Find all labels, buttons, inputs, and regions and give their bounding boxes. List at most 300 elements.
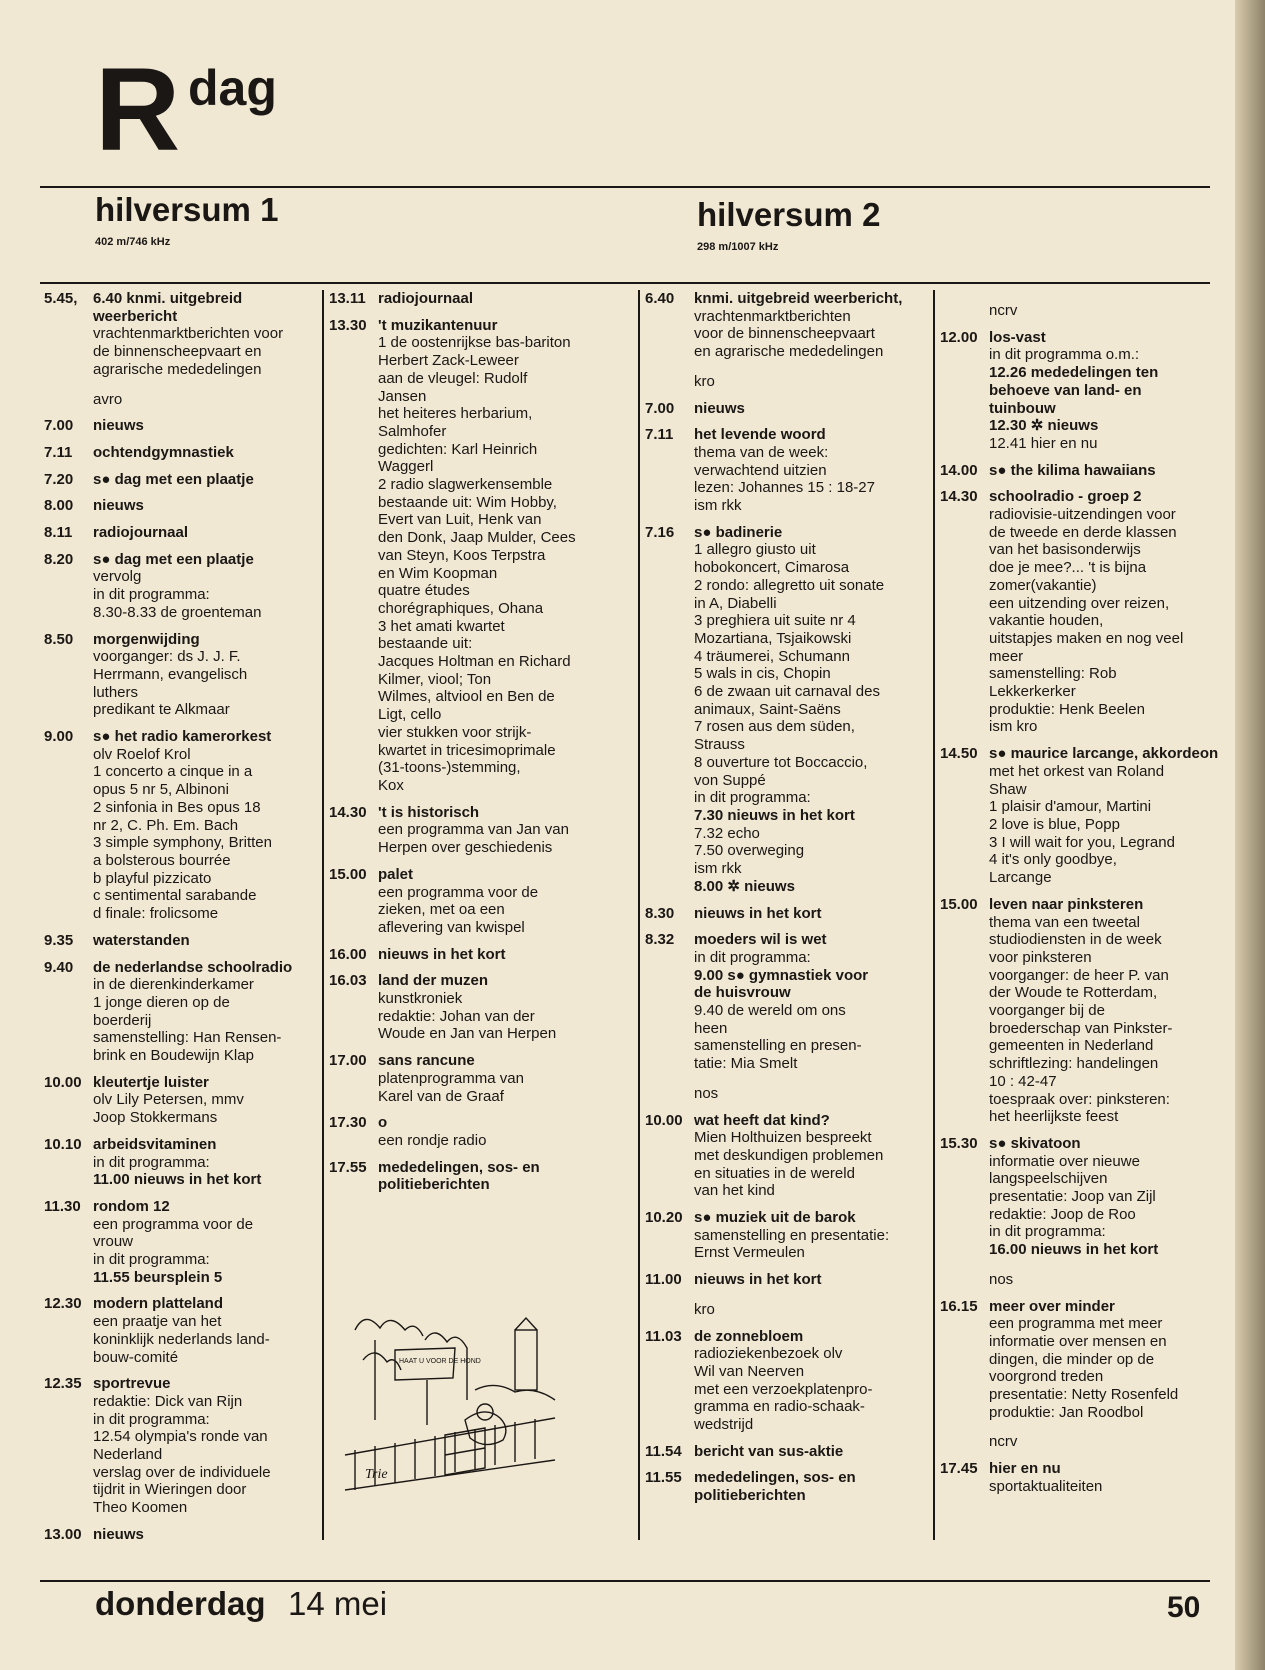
programme-detail-line: dingen, die minder op de [989,1350,1155,1368]
entry-gap [645,417,930,426]
entry-gap [44,1189,316,1198]
column-divider-2 [638,290,640,1540]
programme-body [93,631,316,720]
programme-detail-line: Kox [378,776,404,794]
programme-time: 8.30 [645,904,675,922]
programme-title: moeders wil is wet [694,931,827,949]
entry-gap [44,923,316,932]
entry-gap [645,1434,930,1443]
programme-time: 11.03 [645,1327,682,1345]
programme-entry [645,524,930,896]
programme-body [378,290,625,308]
logo-letter: R [95,44,177,176]
broadcaster-name: avro [93,390,123,408]
programme-body [378,1052,625,1105]
programme-entry [44,524,316,542]
programme-detail-line: ism rkk [694,497,742,515]
programme-detail-line: vakantie houden, [989,612,1104,630]
programme-detail-line: radioziekenbezoek olv [694,1345,843,1363]
programme-detail-line: 2 rondo: allegretto uit sonate [694,576,885,594]
programme-body [93,551,316,622]
programme-detail-line: Joop Stokkermans [93,1109,218,1127]
programme-detail-line: 3 I will wait for you, Legrand [989,833,1175,851]
entry-gap [329,308,625,317]
programme-entry [329,1052,625,1105]
schedule-column-1 [44,290,316,1544]
programme-body [989,1460,1222,1495]
programme-time: 17.45 [940,1460,978,1478]
programme-detail-line: in A, Diabelli [694,594,777,612]
programme-detail-line: een rondje radio [378,1131,487,1149]
programme-body [93,444,316,462]
programme-body [93,1074,316,1127]
station-2-freq: 298 m/1007 kHz [697,241,779,253]
programme-time: 10.00 [44,1073,82,1091]
programme-entry [44,471,316,489]
programme-highlight-line: tuinbouw [989,399,1056,417]
entry-gap [645,1262,930,1271]
programme-detail-line: 3 preghiera uit suite nr 4 [694,612,856,630]
programme-detail-line: bestaande uit: Wim Hobby, [378,493,557,511]
programme-time: 12.30 [44,1295,82,1313]
logo-word: dag [188,60,277,116]
programme-detail-line: redaktie: Dick van Rijn [93,1392,243,1410]
programme-body [694,1209,930,1262]
programme-entry [329,1159,625,1194]
programme-detail-line: Karel van de Graaf [378,1087,504,1105]
programme-body [378,946,625,964]
programme-detail-line: Mien Holthuizen bespreekt [694,1129,872,1147]
programme-entry [44,1074,316,1127]
programme-entry [645,290,930,361]
programme-detail-line: 1 plaisir d'amour, Martini [989,798,1152,816]
entry-gap [940,887,1222,896]
programme-time: 16.03 [329,972,367,990]
programme-detail-line: 12.41 hier en nu [989,434,1098,452]
programme-body [93,728,316,923]
programme-detail-line: produktie: Henk Beelen [989,700,1145,718]
entry-gap [940,1289,1222,1298]
programme-title: s● maurice larcange, akkordeon [989,745,1219,763]
programme-title: het levende woord [694,426,826,444]
entry-gap [940,453,1222,462]
programme-detail-line: in dit programma: [694,948,811,966]
programme-entry [940,488,1222,736]
time-spacer [645,1085,694,1103]
programme-title: sans rancune [378,1052,475,1070]
programme-body [694,1328,930,1434]
column-divider-3 [933,290,935,1540]
programme-time: 14.00 [940,461,978,479]
programme-detail-line: 2 love is blue, Popp [989,815,1120,833]
programme-body [989,1135,1222,1259]
programme-time: 10.10 [44,1135,82,1153]
programme-title: de nederlandse schoolradio [93,958,293,976]
programme-body [93,471,316,489]
programme-detail-line: vrouw [93,1233,134,1251]
programme-detail-line: 8.30-8.33 de groenteman [93,603,262,621]
programme-time: 9.35 [44,931,74,949]
programme-detail-line: nr 2, C. Ph. Em. Bach [93,816,239,834]
programme-detail-line: Jacques Holtman en Richard [378,653,571,671]
programme-detail-line: Ernst Vermeulen [694,1244,805,1262]
programme-time: 8.50 [44,630,74,648]
programme-detail-line: olv Roelof Krol [93,745,191,763]
programme-detail-line: in dit programma: [694,789,811,807]
entry-gap [645,1200,930,1209]
programme-title: 't is historisch [378,803,480,821]
programme-time: 14.30 [329,803,367,821]
programme-title: nieuws [93,417,144,435]
schedule-column-3 [645,290,930,1505]
programme-title: kleutertje luister [93,1073,209,1091]
programme-time: 10.00 [645,1111,683,1129]
programme-detail-line: thema van de week: [694,443,829,461]
programme-body [694,524,930,896]
programme-detail-line: bestaande uit: [378,635,473,653]
programme-detail-line: Theo Koomen [93,1499,188,1517]
programme-detail-line: Evert van Luit, Henk van [378,511,542,529]
programme-detail-line: kwartet in tricesimoprimale [378,741,556,759]
programme-title: sportrevue [93,1375,171,1393]
programme-body [694,1443,930,1461]
station-2-name: hilversum 2 [697,196,881,233]
broadcaster-name: nos [989,1270,1014,1288]
station-1-freq: 402 m/746 kHz [95,236,171,248]
programme-body [989,462,1222,480]
programme-time: 7.16 [645,523,675,541]
programme-highlight-line: 12.30 ✲ nieuws [989,417,1099,435]
programme-entry [44,444,316,462]
programme-title: nieuws in het kort [694,1271,822,1289]
header-rule [40,282,1210,284]
programme-time: 7.11 [44,443,73,461]
programme-body [378,317,625,795]
entry-gap [44,950,316,959]
programme-title: palet [378,865,414,883]
programme-entry [645,931,930,1073]
programme-detail-line: gemeenten in Nederland [989,1037,1154,1055]
programme-time: 8.11 [44,524,73,542]
programme-detail-line: platenprogramma van [378,1069,524,1087]
programme-entry [44,959,316,1065]
programme-detail-line: voorganger bij de [989,1002,1105,1020]
programme-detail-line: toespraak over: pinksteren: [989,1090,1170,1108]
programme-detail-line: van het kind [694,1182,775,1200]
entry-gap [645,922,930,931]
programme-title: leven naar pinksteren [989,895,1144,913]
time-spacer [940,1271,989,1289]
programme-detail-line: een programma van Jan van [378,821,569,839]
entry-gap [44,1517,316,1526]
programme-time: 9.40 [44,958,74,976]
programme-title: rondom 12 [93,1197,170,1215]
programme-title: waterstanden [93,931,190,949]
programme-title: radiojournaal [378,290,474,307]
programme-time: 15.00 [329,865,367,883]
programme-highlight-line: 9.00 s● gymnastiek voor [694,966,869,984]
programme-detail-line: Kilmer, viool; Ton [378,670,492,688]
entry-gap [44,408,316,417]
programme-time: 11.00 [645,1271,682,1289]
time-spacer [645,1301,694,1319]
programme-highlight-line: behoeve van land- en [989,381,1142,399]
broadcaster-name: ncrv [989,1433,1018,1451]
programme-detail-line: en situaties in de wereld [694,1164,855,1182]
programme-detail-line: Ligt, cello [378,706,442,724]
programme-entry [645,1328,930,1434]
programme-entry [645,905,930,923]
programme-body [378,1114,625,1149]
entry-gap [329,937,625,946]
entry-gap [329,1043,625,1052]
programme-detail-line: redaktie: Joop de Roo [989,1205,1136,1223]
programme-detail-line: voor de binnenscheepvaart [694,325,875,343]
time-spacer [940,1433,989,1451]
programme-title: nieuws [694,399,745,417]
programme-title: s● the kilima hawaiians [989,461,1156,479]
programme-time: 5.45, [44,290,78,307]
broadcaster-name: ncrv [989,302,1018,319]
programme-detail-line: 3 simple symphony, Britten [93,834,272,852]
programme-detail-line: 7.50 overweging [694,842,805,860]
entry-gap [645,896,930,905]
entry-gap [44,542,316,551]
programme-body [93,417,316,435]
programme-time: 7.00 [645,399,675,417]
programme-detail-line: 7.32 echo [694,824,760,842]
programme-body [378,866,625,937]
programme-detail-line: Wil van Neerven [694,1362,805,1380]
programme-entry [44,631,316,720]
programme-title: land der muzen [378,972,489,990]
column-divider-1 [322,290,324,1540]
programme-detail-line: vrachtenmarktberichten [694,307,851,325]
programme-title: 't muzikantenuur [378,316,498,334]
programme-detail-line: Herbert Zack-Leweer [378,352,519,370]
programme-detail-line: schriftlezing: handelingen [989,1055,1159,1073]
programme-time: 14.30 [940,488,978,506]
programme-detail-line: Waggerl [378,458,434,476]
programme-body [93,1136,316,1189]
programme-detail-line: 8 ouverture tot Boccaccio, [694,753,868,771]
entry-gap [44,1127,316,1136]
programme-body [93,290,316,379]
programme-entry [44,1526,316,1544]
programme-entry [940,329,1222,453]
cartoon-illustration [335,1300,565,1500]
programme-body [694,905,930,923]
programme-detail-line: heen [694,1019,728,1037]
programme-detail-line: redaktie: Johan van der [378,1007,535,1025]
programme-detail-line: kunstkroniek [378,990,463,1008]
programme-detail-line: tijdrit in Wieringen door [93,1481,247,1499]
programme-body [93,1295,316,1366]
programme-detail-line: in dit programma: [93,1410,210,1428]
programme-detail-line: agrarische mededelingen [93,360,262,378]
programme-entry [940,1460,1222,1495]
programme-title: schoolradio - groep 2 [989,488,1142,506]
programme-detail-line: hobokoncert, Cimarosa [694,559,850,577]
cartoon-signature: Trie [365,1467,388,1482]
programme-entry [44,1136,316,1189]
programme-detail-line: samenstelling: Rob [989,665,1117,683]
programme-detail-line: Mozartiana, Tsjaikowski [694,629,852,647]
programme-detail-line: in dit programma o.m.: [989,346,1140,364]
programme-detail-line: Nederland [93,1446,163,1464]
programme-time: 13.30 [329,316,367,334]
programme-detail-line: meer [989,647,1024,665]
programme-detail-line: met het orkest van Roland [989,762,1165,780]
programme-detail-line: voor pinksteren [989,948,1092,966]
programme-body [378,1159,625,1194]
programme-detail-line: 2 radio slagwerkensemble [378,476,553,494]
programme-detail-line: chorégraphiques, Ohana [378,599,544,617]
programme-title: mededelingen, sos- en politieberichten [378,1158,540,1194]
programme-detail-line: thema van een tweetal [989,913,1140,931]
programme-time: 11.55 [645,1469,682,1487]
programme-time: 8.32 [645,931,675,949]
schedule-column-2 [329,290,625,1194]
entry-gap [44,622,316,631]
programme-detail-line: 4 träumerei, Schumann [694,647,850,665]
time-spacer [645,373,694,391]
programme-entry [329,866,625,937]
entry-gap [44,1366,316,1375]
programme-detail-line: in dit programma: [93,1153,210,1171]
programme-detail-line: in dit programma: [93,586,210,604]
programme-entry [44,1295,316,1366]
programme-detail-line: zomer(vakantie) [989,576,1097,594]
programme-detail-line: voorganger: de heer P. van [989,966,1169,984]
programme-detail-line: tatie: Mia Smelt [694,1055,798,1073]
entry-gap [940,736,1222,745]
programme-detail-line: radiovisie-uitzendingen voor [989,506,1176,524]
programme-detail-line: 2 sinfonia in Bes opus 18 [93,798,261,816]
programme-detail-line: luthers [93,683,139,701]
programme-detail-line: Larcange [989,869,1052,887]
programme-title: nieuws [93,1525,144,1543]
programme-body [989,745,1222,887]
programme-entry [329,946,625,964]
programme-body [694,1271,930,1289]
programme-time: 8.00 [44,497,74,515]
programme-body [694,1469,930,1504]
page-number: 50 [1167,1591,1201,1624]
programme-entry [645,426,930,515]
programme-title: mededelingen, sos- en politieberichten [694,1469,856,1505]
programme-entry [940,896,1222,1126]
programme-entry [329,1114,625,1149]
programme-time: 15.00 [940,895,978,913]
top-rule [40,186,1210,188]
programme-time: 16.15 [940,1297,978,1315]
programme-detail-line: 4 it's only goodbye, [989,851,1117,869]
programme-detail-line: Herpen over geschiedenis [378,839,553,857]
programme-time: 15.30 [940,1134,978,1152]
time-spacer [940,302,989,320]
programme-detail-line: Herrmann, evangelisch [93,665,248,683]
programme-detail-line: verwachtend uitzien [694,461,827,479]
broadcaster-name: kro [694,1300,715,1318]
programme-detail-line: presentatie: Netty Rosenfeld [989,1386,1179,1404]
programme-time: 17.30 [329,1114,367,1132]
programme-title: s● dag met een plaatje [93,470,254,488]
programme-detail-line: Lekkerkerker [989,683,1076,701]
broadcaster-label [940,1271,1222,1289]
programme-title: wat heeft dat kind? [694,1111,830,1129]
programme-body [989,329,1222,453]
programme-time: 17.00 [329,1052,367,1070]
broadcaster-name: kro [694,372,715,390]
programme-entry [44,497,316,515]
programme-highlight-line: 16.00 nieuws in het kort [989,1241,1159,1259]
programme-entry [44,932,316,950]
entry-gap [44,462,316,471]
programme-entry [44,551,316,622]
programme-detail-line: gedichten: Karl Heinrich [378,440,538,458]
entry-gap [44,488,316,497]
programme-entry [44,728,316,923]
programme-detail-line: vrachtenmarktberichten voor [93,325,284,343]
programme-detail-line: de tweede en derde klassen [989,523,1177,541]
programme-highlight-line: 12.26 mededelingen ten [989,364,1159,382]
entry-gap [940,320,1222,329]
programme-detail-line: opus 5 nr 5, Albinoni [93,781,229,799]
programme-detail-line: aflevering van kwispel [378,918,525,936]
programme-detail-line: het heerlijkste feest [989,1108,1119,1126]
programme-highlight-line: 7.30 nieuws in het kort [694,806,855,824]
programme-time: 9.00 [44,728,74,746]
programme-detail-line: Salmhofer [378,422,447,440]
programme-detail-line: 9.40 de wereld om ons [694,1002,846,1020]
programme-entry [645,1469,930,1504]
broadcaster-label [940,302,1222,320]
entry-gap [940,1451,1222,1460]
programme-detail-line: 5 wals in cis, Chopin [694,665,831,683]
broadcaster-label [645,373,930,391]
programme-title: s● dag met een plaatje [93,550,254,568]
programme-detail-line: d finale: frolicsome [93,905,219,923]
programme-detail-line: ism rkk [694,860,742,878]
programme-detail-line: een praatje van het [93,1313,222,1331]
programme-detail-line: 10 : 42-47 [989,1072,1057,1090]
programme-detail-line: bouw-comité [93,1348,179,1366]
programme-highlight-line: 8.00 ✲ nieuws [694,877,795,895]
programme-detail-line: een uitzending over reizen, [989,594,1170,612]
programme-detail-line: van het basisonderwijs [989,541,1141,559]
entry-gap [645,391,930,400]
programme-entry [329,804,625,857]
programme-time: 7.00 [44,417,74,435]
programme-detail-line: der Woude te Rotterdam, [989,984,1158,1002]
programme-detail-line: samenstelling en presentatie: [694,1226,890,1244]
page-edge [1235,0,1265,1670]
programme-detail-line: in dit programma: [93,1251,210,1269]
programme-entry [940,1298,1222,1422]
programme-detail-line: koninklijk nederlands land- [93,1330,270,1348]
cartoon-sign-text: HAAT U VOOR DE HOND [399,1358,481,1365]
programme-detail-line: 3 het amati kwartet [378,617,505,635]
programme-detail-line: voorgrond treden [989,1368,1104,1386]
programme-time: 17.55 [329,1158,367,1176]
broadcaster-label [44,391,316,409]
programme-detail-line: a bolsterous bourrée [93,851,231,869]
programme-entry [645,1271,930,1289]
programme-detail-line: vier stukken voor strijk- [378,723,532,741]
programme-detail-line: Woude en Jan van Herpen [378,1025,557,1043]
programme-time: 16.00 [329,945,367,963]
